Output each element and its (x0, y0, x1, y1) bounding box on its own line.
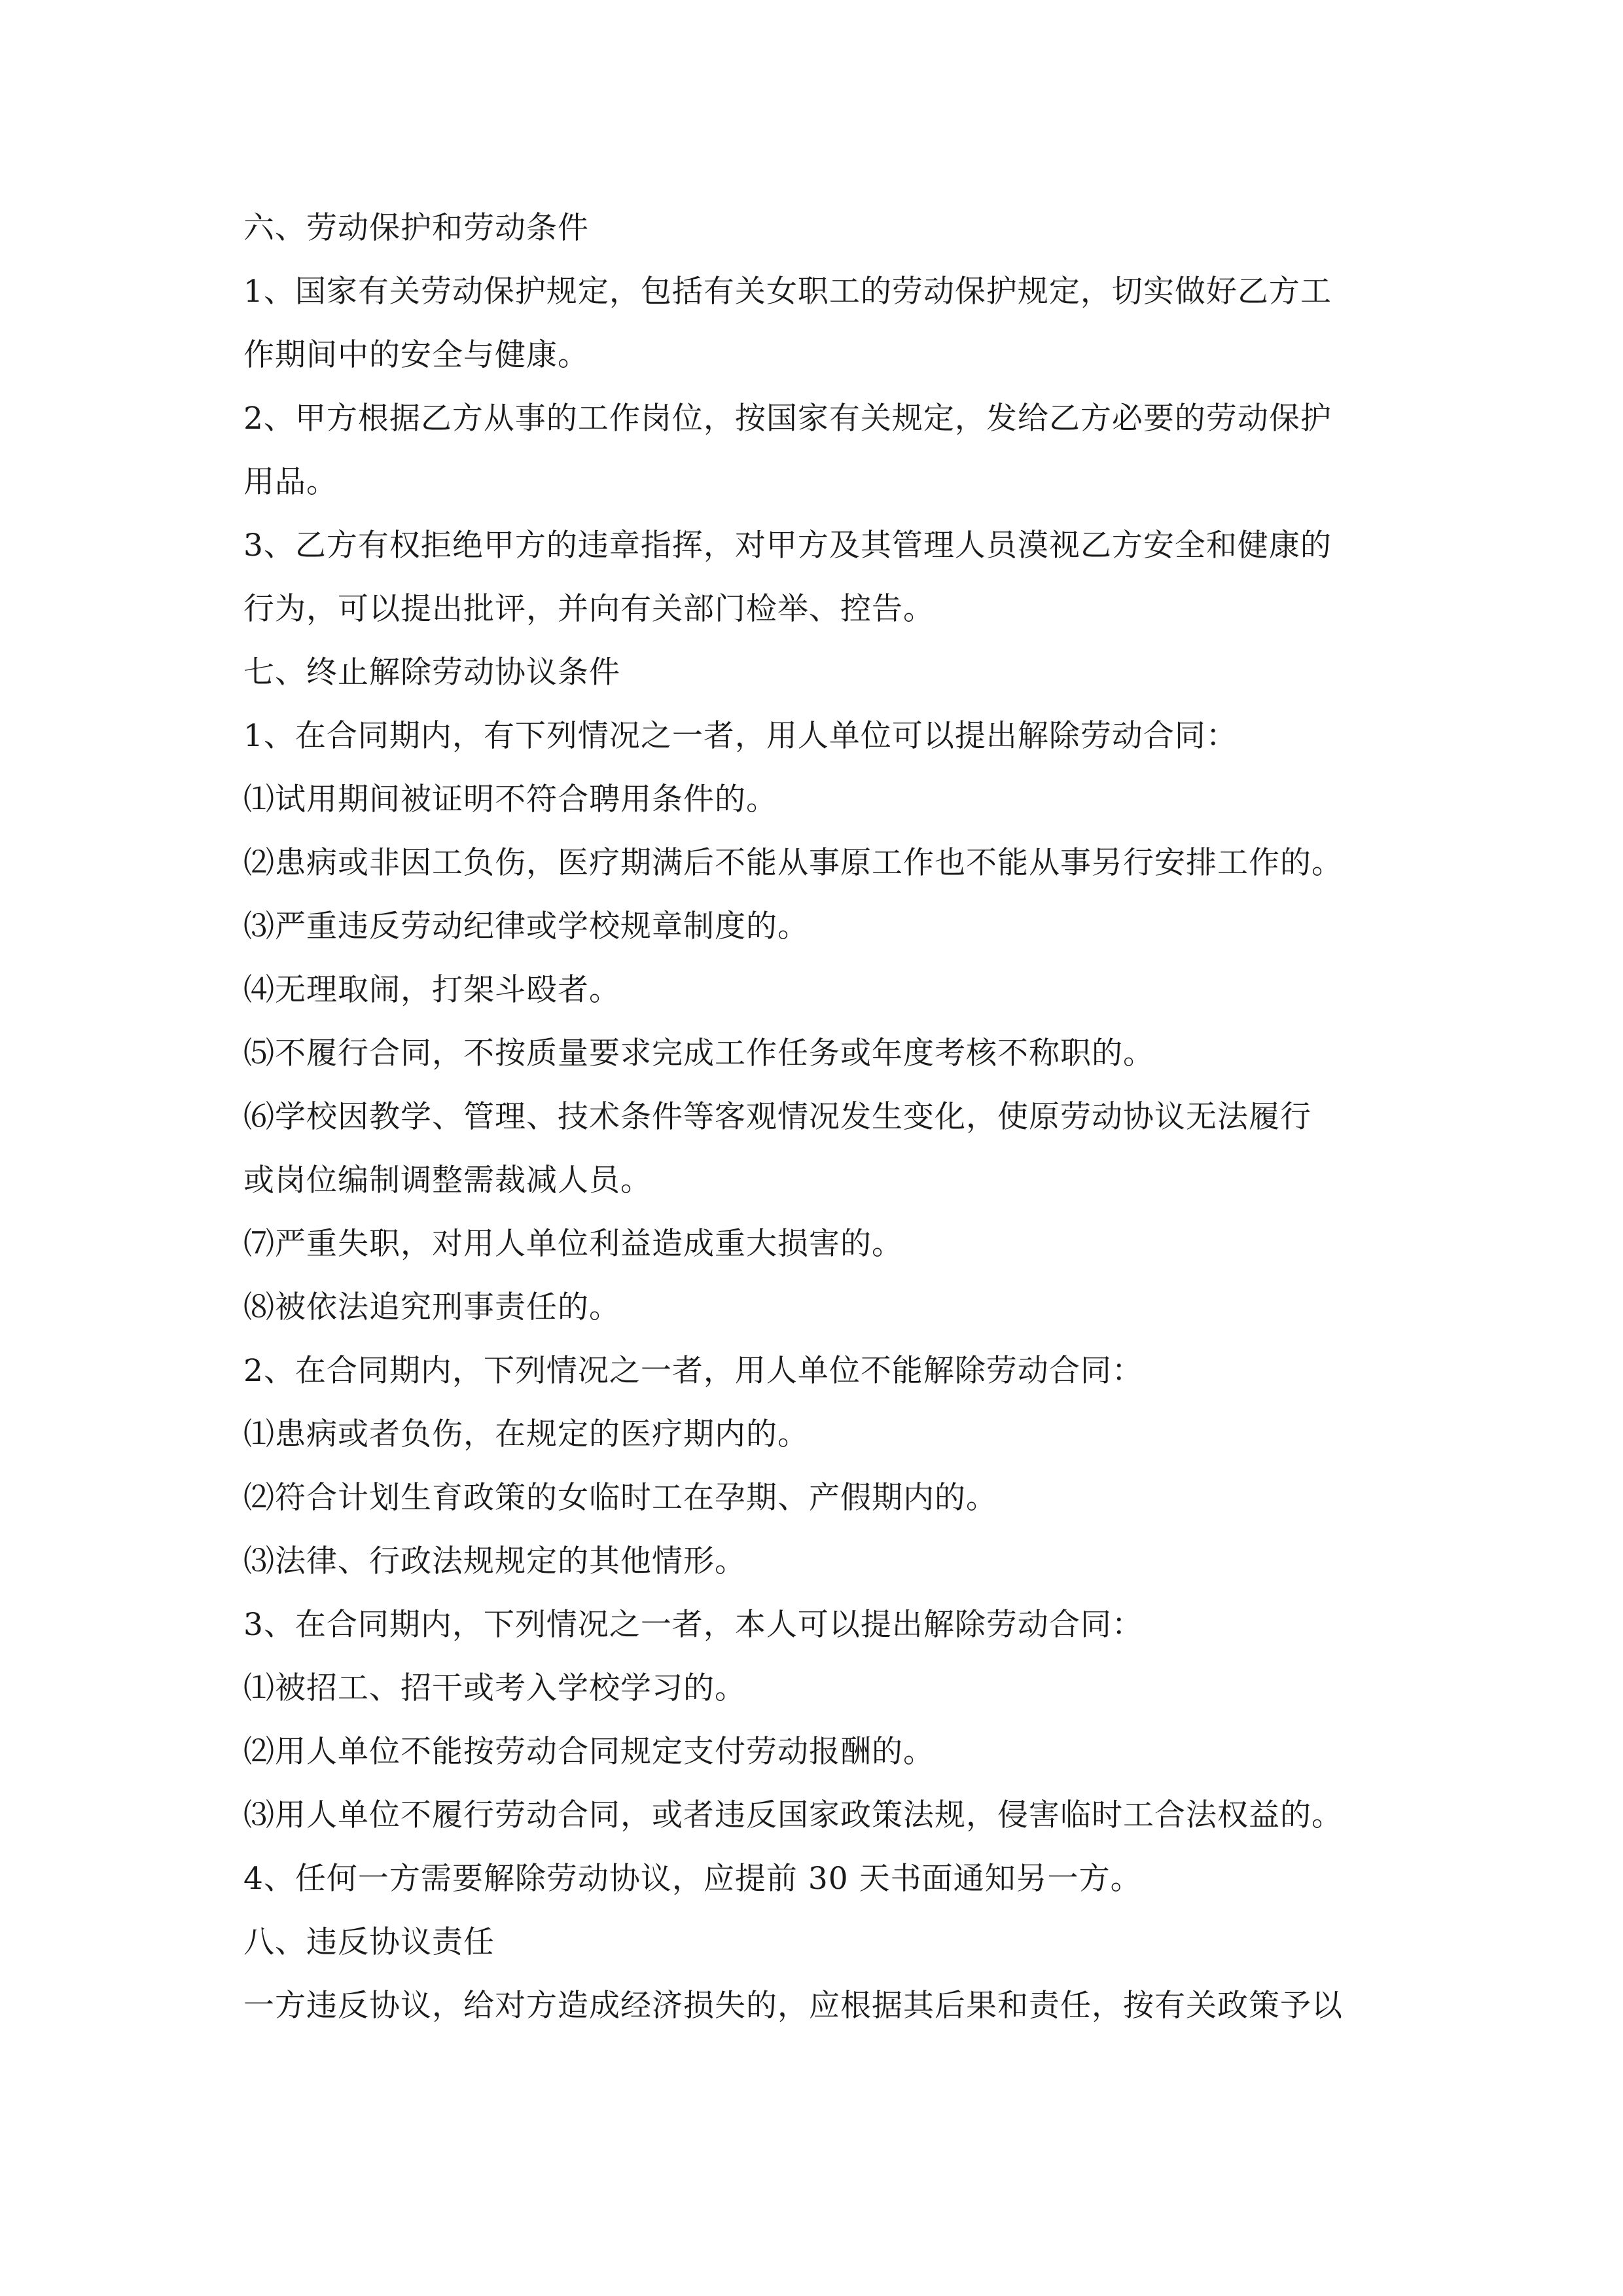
list-item: ⑸不履行合同，不按质量要求完成工作任务或年度考核不称职的。 (243, 1035, 1154, 1071)
list-item: ⑴患病或者负伤，在规定的医疗期内的。 (243, 1416, 809, 1452)
paragraph-line: 用品。 (243, 464, 338, 500)
list-item: ⑶严重违反劳动纪律或学校规章制度的。 (243, 908, 809, 944)
paragraph-line: 作期间中的安全与健康。 (243, 337, 589, 373)
paragraph-line: 3、乙方有权拒绝甲方的违章指挥，对甲方及其管理人员漠视乙方安全和健康的 (243, 528, 1332, 564)
section-heading-termination: 七、终止解除劳动协议条件 (243, 655, 620, 691)
paragraph-line: 1、国家有关劳动保护规定，包括有关女职工的劳动保护规定，切实做好乙方工 (243, 274, 1332, 310)
list-item: ⑴试用期间被证明不符合聘用条件的。 (243, 781, 777, 817)
paragraph-line: 2、在合同期内，下列情况之一者，用人单位不能解除劳动合同： (243, 1353, 1143, 1389)
section-heading-breach: 八、违反协议责任 (243, 1924, 495, 1960)
list-item: ⑻被依法追究刑事责任的。 (243, 1289, 620, 1325)
list-item: ⑹学校因教学、管理、技术条件等客观情况发生变化，使原劳动协议无法履行 (243, 1099, 1311, 1135)
paragraph-line: 1、在合同期内，有下列情况之一者，用人单位可以提出解除劳动合同： (243, 718, 1238, 754)
list-item-continuation: 或岗位编制调整需裁减人员。 (243, 1162, 652, 1198)
list-item: ⑶法律、行政法规规定的其他情形。 (243, 1543, 746, 1579)
paragraph-line: 一方违反协议，给对方造成经济损失的，应根据其后果和责任，按有关政策予以 (243, 1988, 1343, 2024)
list-item: ⑺严重失职，对用人单位利益造成重大损害的。 (243, 1226, 903, 1262)
list-item: ⑵患病或非因工负伤，医疗期满后不能从事原工作也不能从事另行安排工作的。 (243, 845, 1343, 881)
list-item: ⑶用人单位不履行劳动合同，或者违反国家政策法规，侵害临时工合法权益的。 (243, 1797, 1343, 1833)
paragraph-line: 3、在合同期内，下列情况之一者，本人可以提出解除劳动合同： (243, 1607, 1143, 1643)
paragraph-line: 4、任何一方需要解除劳动协议，应提前 30 天书面通知另一方。 (243, 1861, 1142, 1897)
list-item: ⑵符合计划生育政策的女临时工在孕期、产假期内的。 (243, 1480, 997, 1516)
paragraph-line: 行为，可以提出批评，并向有关部门检举、控告。 (243, 591, 935, 627)
list-item: ⑵用人单位不能按劳动合同规定支付劳动报酬的。 (243, 1734, 935, 1770)
paragraph-line: 2、甲方根据乙方从事的工作岗位，按国家有关规定，发给乙方必要的劳动保护 (243, 401, 1332, 437)
document-body (243, 196, 1402, 2037)
section-heading-labor-protection: 六、劳动保护和劳动条件 (243, 210, 589, 246)
list-item: ⑷无理取闹，打架斗殴者。 (243, 972, 620, 1008)
list-item: ⑴被招工、招干或考入学校学习的。 (243, 1670, 746, 1706)
